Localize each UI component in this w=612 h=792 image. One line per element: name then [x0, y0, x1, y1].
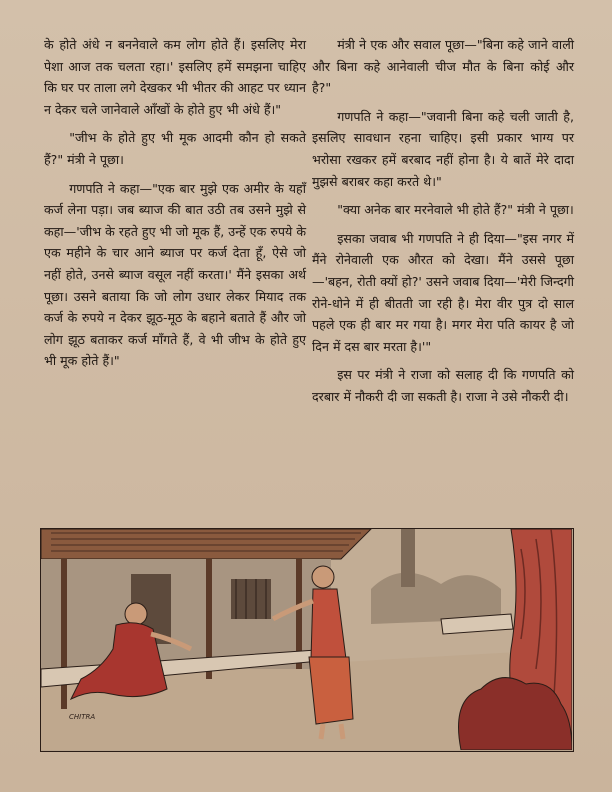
artist-signature: CHITRA: [69, 713, 96, 721]
tree-trunk: [401, 529, 415, 587]
left-text-column: [44, 34, 306, 379]
pillar: [61, 559, 67, 709]
paragraph: के होते अंधे न बननेवाले कम लोग होते हैं। इसलिए मेरा पेशा आज तक चलता रहा।' इसलिए हमें समझना चाहिए कि घर पर ताला लगे देखकर भी भीतर की आहट पर ध्यान न देकर चले जानेवाले आँखों के होते हुए भी अंधे हैं।": [44, 37, 306, 117]
woman-head: [125, 603, 147, 625]
window: [231, 579, 271, 619]
paragraph: "जीभ के होते हुए भी मूक आदमी कौन हो सकते हैं?" मंत्री ने पूछा।: [44, 130, 306, 167]
man-head: [312, 566, 334, 588]
man-dhoti: [309, 657, 353, 724]
paragraph: "क्या अनेक बार मरनेवाले भी होते हैं?" मंत्री ने पूछा।: [337, 202, 574, 218]
story-illustration: [40, 528, 574, 752]
paragraph: गणपति ने कहा—"जवानी बिना कहे चली जाती है, इसलिए सावधान रहना चाहिए। इसी प्रकार भाग्य पर भरोसा रखकर हमें बरबाद नहीं होना है। ये बातें मेरे दादा मुझसे बराबर कहा करते थे।": [312, 108, 574, 189]
paragraph: गणपति ने कहा—"एक बार मुझे एक अमीर के यहाँ कर्ज लेना पड़ा। जब ब्याज की बात उठी तब उसने मुझे से कहा—'जीभ के रहते हुए भी जो मूक हैं, उन्हें एक रुपये के एक महीने के चार आने ब्याज पर कर्ज देता हूँ, ऐसे जो नहीं होते, उनसे ब्याज वसूल नहीं करता।' मैंने इसका अर्थ पूछा। उसने बताया कि जो लोग उधार लेकर मियाद तक कर्ज के रुपये न देकर झूठ-मूठ के बहाने बताते हैं और जो लोग झूठ बताकर कर्ज माँगते हैं, वे भी जीभ के होते हुए भी मूक होते हैं।": [44, 180, 306, 369]
illustration-scene: [41, 529, 572, 750]
right-text-column: [312, 34, 574, 415]
paragraph: इसका जवाब भी गणपति ने ही दिया—"इस नगर में मैंने रोनेवाली एक औरत को देखा। मैंने उससे पूछा—'बहन, रोती क्यों हो?' उसने जवाब दिया—'मेरी जिन्दगी रोने-धोने में ही बीतती जा रही है। मेरा वीर पुत्र दो साल पहले एक ही बार मर गया है। मगर मेरा पति कायर है जो दिन में दस बार मरता है।'": [312, 230, 574, 354]
paragraph: मंत्री ने एक और सवाल पूछा—"बिना कहे जाने वाली और बिना कहे आनेवाली चीज मौत के बिना कोई और है?": [312, 37, 574, 96]
paragraph: इस पर मंत्री ने राजा को सलाह दी कि गणपति को दरबार में नौकरी दी जा सकती है। राजा ने उसे नौकरी दी।: [312, 367, 574, 404]
